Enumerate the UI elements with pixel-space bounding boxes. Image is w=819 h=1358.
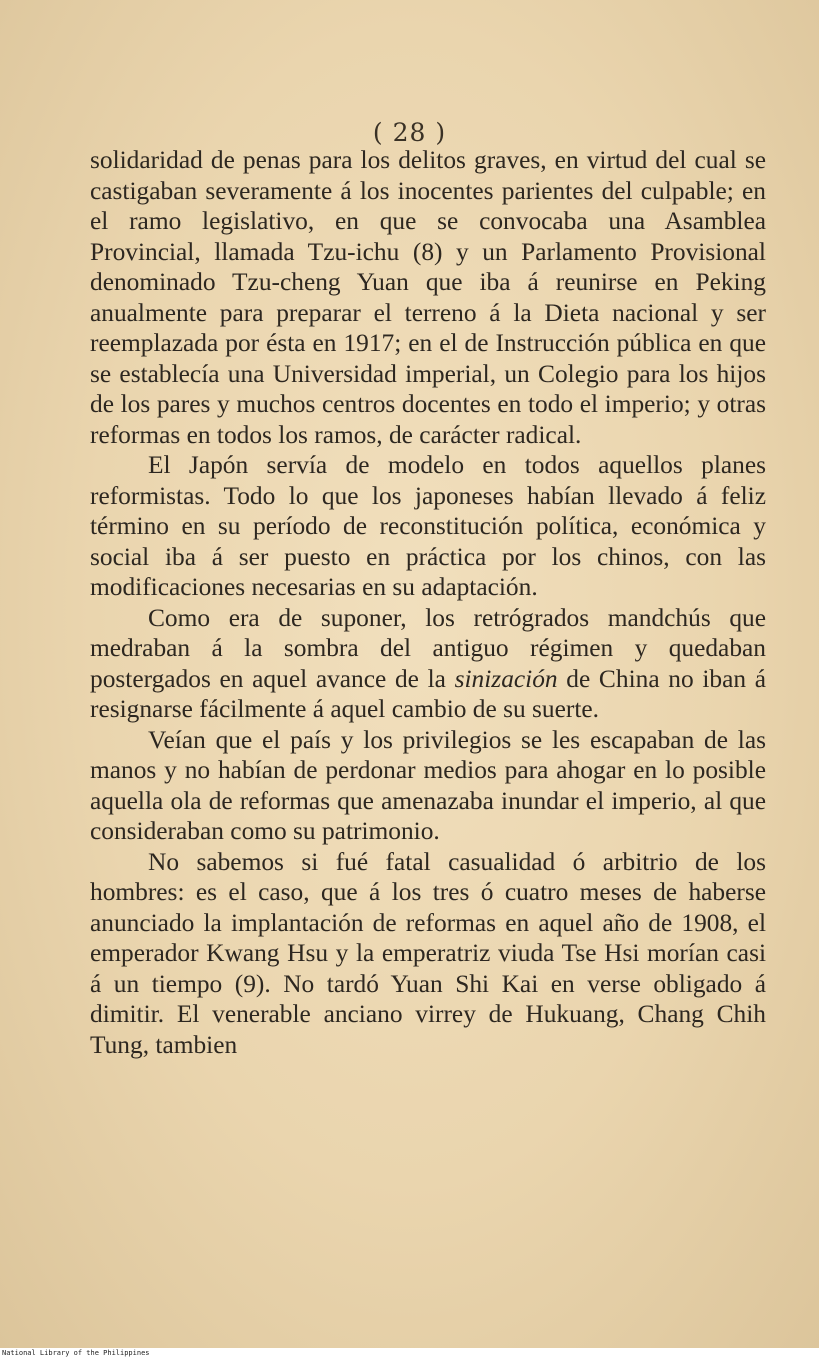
paragraph — [90, 450, 766, 603]
library-credit: National Library of the Philippines — [2, 1349, 150, 1357]
italic-term: sinización — [454, 664, 558, 693]
paragraph — [90, 725, 766, 847]
paragraph — [90, 603, 766, 725]
paragraph-text: No sabemos si fué fatal casualidad ó arbitrio de los hombres: es el caso, que á los tres ó cuatro meses de haberse anunciado la implantación de reformas en aquel año de 1908, el emperador Kwang Hsu y la emperatriz viuda Tse Hsi morían casi á un tiempo (9). No tardó Yuan Shi Kai en verse obligado á dimitir. El venerable anciano virrey de Hukuang, Chang Chih Tung, tambien — [90, 847, 766, 1059]
paragraph-text: Veían que el país y los privilegios se les escapaban de las manos y no habían de perdonar medios para ahogar en lo posible aquella ola de reformas que amenazaba inundar el imperio, al que consideraban como su patrimonio. — [90, 725, 766, 845]
paragraph — [90, 145, 766, 450]
paragraph-text: Como era de suponer, los retrógrados mandchús que medraban á la sombra del antiguo régimen y quedaban postergados en aquel avance de la — [90, 603, 766, 693]
paragraph-text: solidaridad de penas para los delitos graves, en virtud del cual se castigaban severamente á los inocentes parientes del culpable; en el ramo legislativo, en que se convocaba una Asamblea Provincial, llamada Tzu-ichu (8) y un Parlamento Provisional denominado Tzu-cheng Yuan que iba á reunirse en Peking anualmente para preparar el terreno á la Dieta nacional y ser reemplazada por ésta en 1917; en el de Instrucción pública en que se establecía una Universidad imperial, un Colegio para los hijos de los pares y muchos centros docentes en todo el imperio; y otras reformas en todos los ramos, de carácter radical. — [90, 146, 766, 449]
paragraph-text: de China no iban á resignarse fácilmente á aquel cambio de su suerte. — [90, 664, 766, 723]
paragraph-text: El Japón servía de modelo en todos aquellos planes reformistas. Todo lo que los japoneses habían llevado á feliz término en su período de reconstitución política, económica y social iba á ser puesto en práctica por los chinos, con las modificaciones necesarias en su adaptación. — [90, 451, 766, 601]
paragraph — [90, 847, 766, 1061]
body-text — [90, 145, 766, 1060]
page-number: ( 28 ) — [372, 118, 447, 147]
